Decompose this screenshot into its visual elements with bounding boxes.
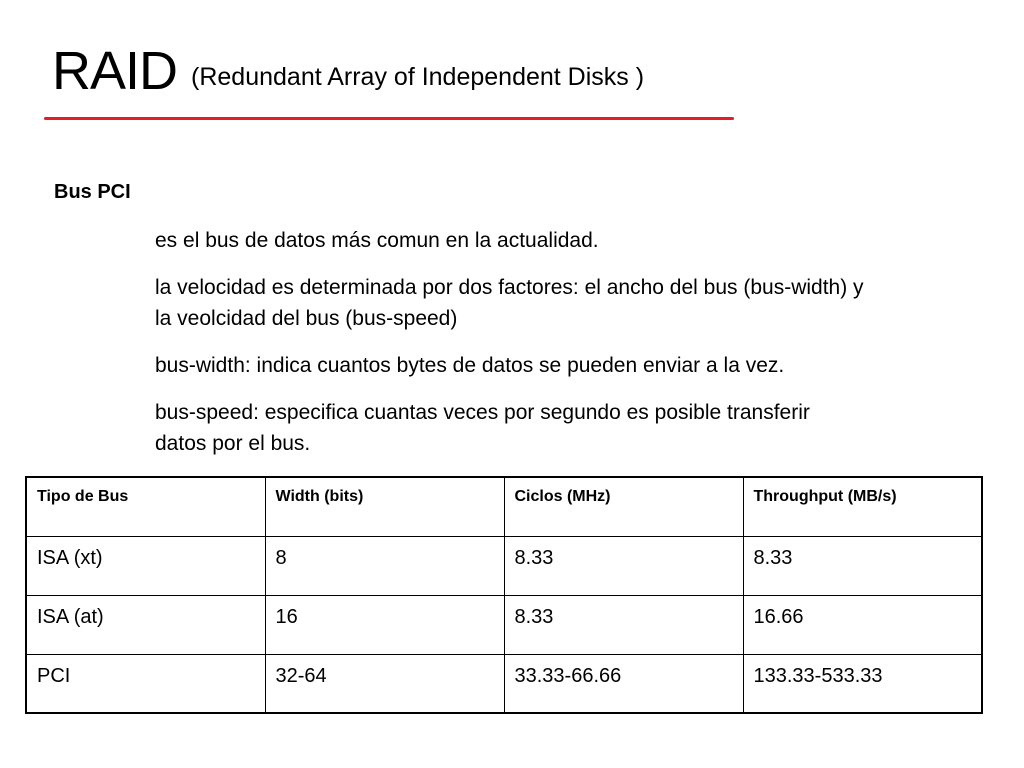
- table-cell: 8: [265, 536, 504, 595]
- bus-table: [25, 476, 983, 714]
- section-heading: Bus PCI: [54, 181, 131, 203]
- table-cell: ISA (at): [26, 595, 265, 654]
- bullet-list: [155, 225, 955, 475]
- table-cell: PCI: [26, 654, 265, 713]
- slide-title: [52, 41, 645, 101]
- title-main: RAID: [52, 41, 178, 101]
- table-header-row: [26, 477, 982, 536]
- table-cell: 8.33: [743, 536, 982, 595]
- header-throughput: Throughput (MB/s): [743, 477, 982, 536]
- table-cell: 32-64: [265, 654, 504, 713]
- title-subtitle: (Redundant Array of Independent Disks ): [191, 63, 645, 91]
- table-cell: 16.66: [743, 595, 982, 654]
- header-cycles: Ciclos (MHz): [504, 477, 743, 536]
- table-row: [26, 654, 982, 713]
- header-width: Width (bits): [265, 477, 504, 536]
- table-cell: 33.33-66.66: [504, 654, 743, 713]
- table-cell: 16: [265, 595, 504, 654]
- table-cell: 133.33-533.33: [743, 654, 982, 713]
- title-underline: [44, 117, 734, 120]
- header-bus-type: Tipo de Bus: [26, 477, 265, 536]
- table-cell: ISA (xt): [26, 536, 265, 595]
- bullet-item: la velocidad es determinada por dos factores: el ancho del bus (bus-width) y la veolcidad del bus (bus-speed): [155, 276, 864, 330]
- table-cell: 8.33: [504, 536, 743, 595]
- table-row: [26, 595, 982, 654]
- table-cell: 8.33: [504, 595, 743, 654]
- bullet-item: bus-width: indica cuantos bytes de datos se pueden enviar a la vez.: [155, 354, 785, 377]
- bullet-item: bus-speed: especifica cuantas veces por segundo es posible transferir datos por el bus.: [155, 401, 810, 455]
- bullet-item: es el bus de datos más comun en la actualidad.: [155, 229, 599, 252]
- table-row: [26, 536, 982, 595]
